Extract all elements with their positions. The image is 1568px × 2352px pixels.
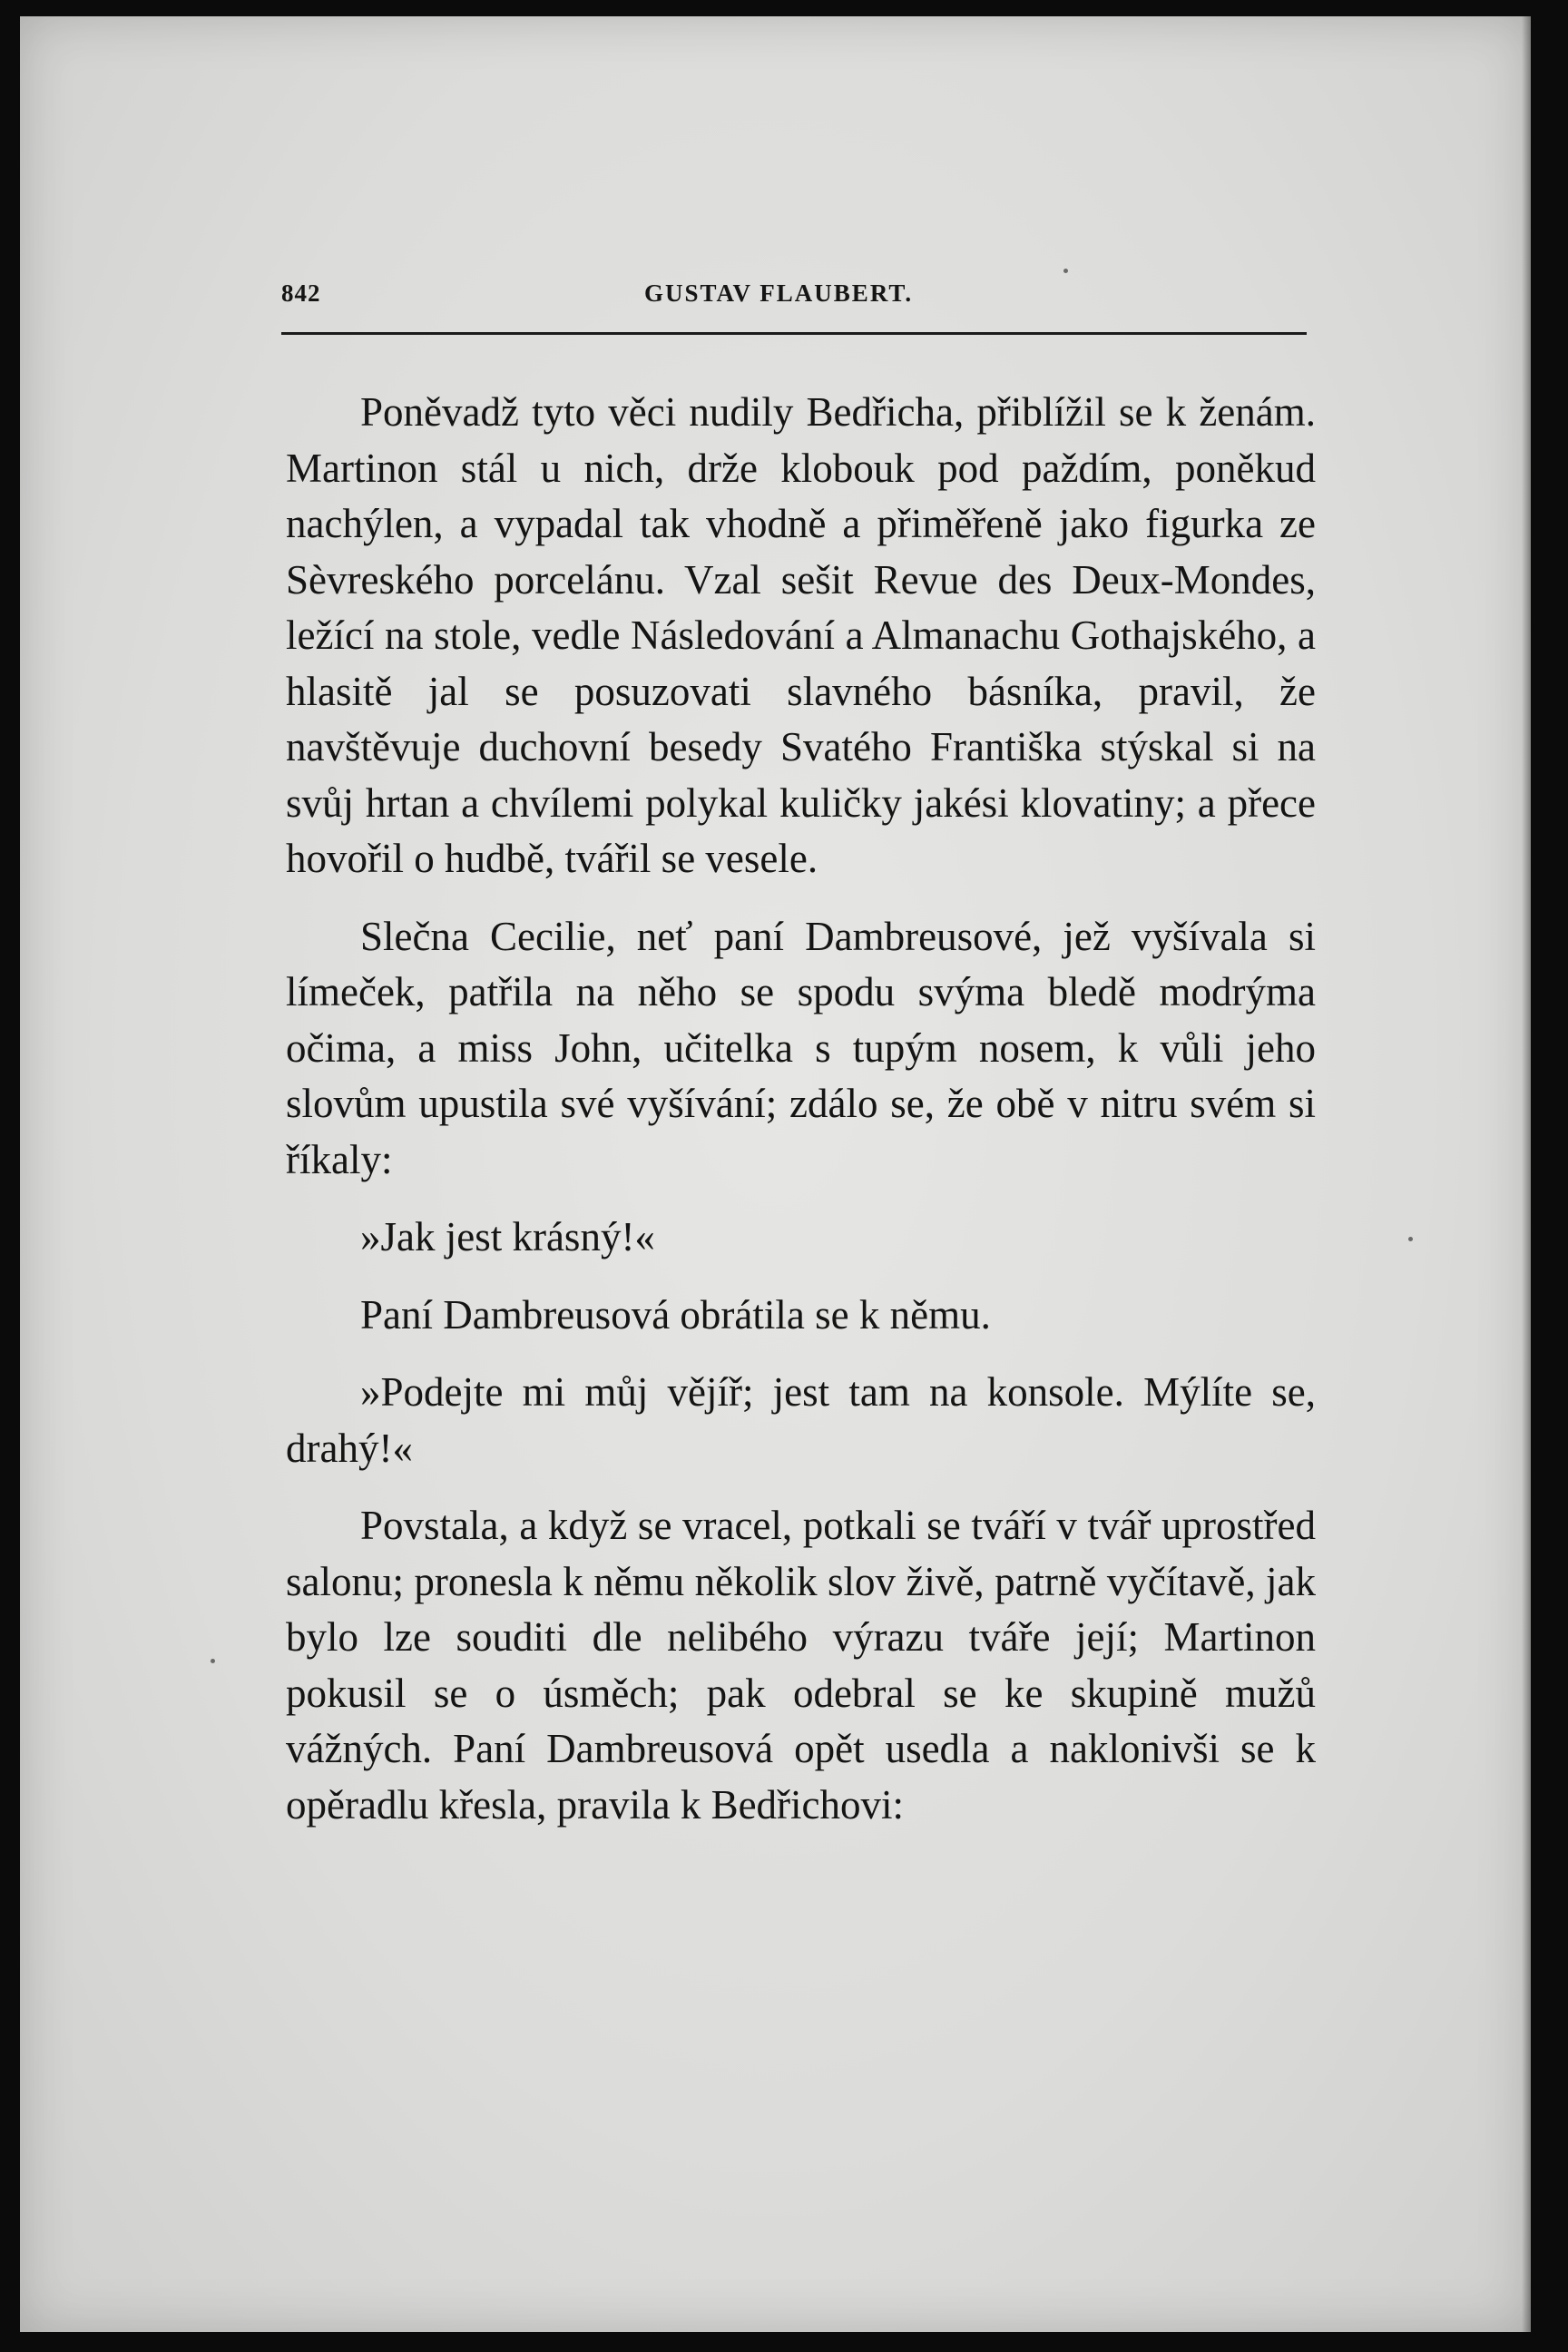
paragraph: »Podejte mi můj vějíř; jest tam na konsole. Mýlíte se, drahý!« <box>286 1369 1316 1471</box>
body-text <box>286 385 1316 1855</box>
page-header <box>281 279 1307 318</box>
paragraph: Povstala, a když se vracel, potkali se tváří v tvář uprostřed salonu; pronesla k němu několik slov živě, patrně vyčítavě, jak bylo lze souditi dle nelibého výrazu tváře její; Martinon pokusil se o úsměch; pak odebral se ke skupině mužů vážných. Paní Dambreusová opět usedla a naklonivši se k opěradlu křesla, pravila k Bedřichovi: <box>286 1503 1316 1828</box>
paper-speck <box>211 1659 215 1663</box>
paper-speck <box>1063 269 1068 273</box>
paragraph: Poněvadž tyto věci nudily Bedřicha, přiblížil se k ženám. Martinon stál u nich, drže klobouk pod paždím, poněkud nachýlen, a vypadal tak vhodně a přiměřeně jako figurka ze Sèvreského porcelánu. Vzal sešit Revue des Deux-Mondes, ležící na stole, vedle Následování a Almanachu Gothajského, a hlasitě jal se posuzovati slavného básníka, pravil, že navštěvuje duchovní besedy Svatého Františka stýskal si na svůj hrtan a chvílemi polykal kuličky jakési klovatiny; a přece hovořil o hudbě, tvářil se vesele. <box>286 389 1316 881</box>
paragraph: »Jak jest krásný!« <box>360 1214 655 1259</box>
paragraph: Paní Dambreusová obrátila se k němu. <box>360 1291 991 1338</box>
running-head: GUSTAV FLAUBERT. <box>644 279 914 307</box>
paper-speck <box>1408 1237 1413 1241</box>
header-rule <box>281 332 1307 335</box>
page-edge-shadow <box>1522 16 1531 2332</box>
page-number: 842 <box>281 279 321 307</box>
paragraph: Slečna Cecilie, neť paní Dambreusové, jež vyšívala si límeček, patřila na něho se spodu svýma bledě modrýma očima, a miss John, učitelka s tupým nosem, k vůli jeho slovům upustila své vyšívání; zdálo se, že obě v nitru svém si říkaly: <box>286 913 1316 1182</box>
